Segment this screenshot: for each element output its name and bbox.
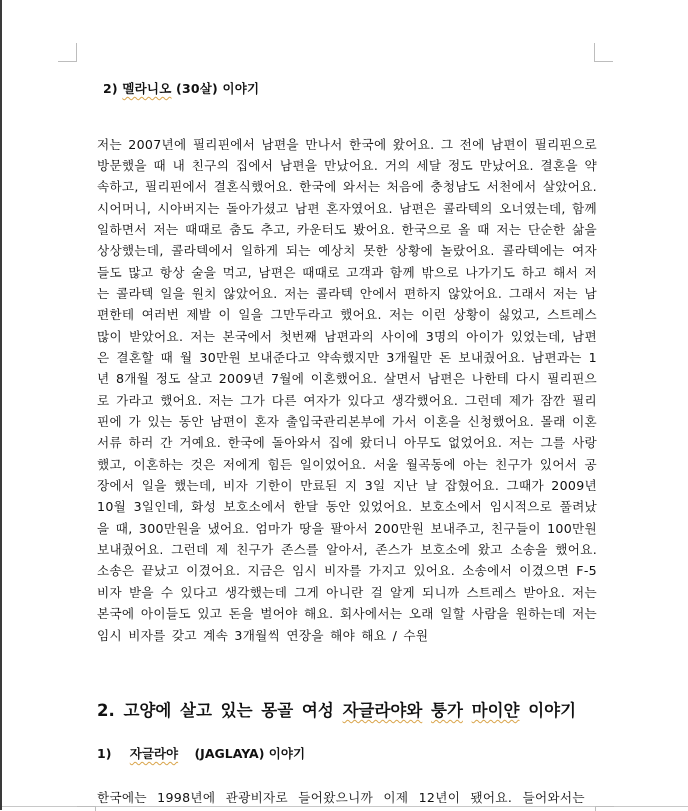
heading-latin-name: (JAGLAYA): [194, 746, 265, 761]
story-paragraph-melanio[interactable]: 저는 2007년에 필리핀에서 남편을 만나서 한국에 왔어요. 그 전에 남편이 필리핀으로 방문했을 때 내 친구의 집에서 남편을 만났어요. 거의 세달 정도 만났어요. 결혼을 약속하고, 필리핀에서 결혼식했어요. 한국에 와서는 처음에 충청남도 서천에서 살았어요. 시어머니, 시아버지는 돌아가셨고 남편 혼자였어요. 남편은 콜라텍의 오너였는데, 함께 일하면서 저는 때때로 춤도 추고, 카운터도 봤어요. 한국으로 올 때 저는 단순한 삶을 상상했는데, 콜라텍에서 일하게 되는 예상치 못한 상황에 놀랐어요. 콜라텍에는 여자들도 많고 항상 술을 먹고, 남편은 때때로 고객과 함께 밖으로 나가기도 하고 해서 저는 콜라텍 일을 원치 않았어요. 저는 콜라텍 안에서 편하지 않았어요. 그래서 저는 남편한테 여러번 제발 이 일을 그만두라고 했어요. 저는 이런 상황이 싫었고, 스트레스 많이 받았어요. 저는 본국에서 첫번째 남편과의 사이에 3명의 아이가 있었는데, 남편은 결혼할 때 월 30만원 보내준다고 약속했지만 3개월만 돈 보내줬어요. 남편과는 1년 8개월 정도 살고 2009년 7월에 이혼했어요. 살면서 남편은 나한테 다시 필리핀으로 가라고 했어요. 저는 그가 다른 여자가 있다고 생각했어요. 그런데 제가 잠깐 필리핀에 가 있는 동안 남편이 혼자 출입국관리본부에 가서 이혼을 신청했어요. 몰래 이혼 서류 하러 간 거예요. 한국에 돌아와서 집에 왔더니 아무도 없었어요. 저는 그를 사랑했고, 이혼하는 것은 저에게 힘든 일이었어요. 서울 월곡동에 아는 친구가 있어서 공장에서 일을 했는데, 비자 기한이 만료된 지 3일 지난 날 잡혔어요. 그때가 2009년 10월 3일인데, 화성 보호소에서 한달 동안 있었어요. 보호소에서 임시적으로 풀려났을 때, 300만원을 냈어요. 엄마가 땅을 팔아서 200만원 보내주고, 친구들이 100만원 보내줬어요. 그런데 제 친구가 존스를 알아서, 존스가 보호소에 왔고 소송을 했어요. 소송은 끝났고 이겼어요. 지금은 임시 비자를 가지고 있어요. 소송에서 이겼으면 F-5 비자 받을 수 있다고 생각했는데 그게 아니란 걸 알게 되니까 스트레스 받아요. 저는 본국에 아이들도 있고 돈을 벌어야 해요. 회사에서는 오래 일할 사람을 원하는데 저는 임시 비자를 갖고 계속 3개월씩 연장을 해야 해요 / 수원: [97, 136, 597, 643]
margin-crop-mark-top-left: [58, 43, 77, 62]
margin-crop-mark-bottom-left: [77, 806, 96, 811]
story-paragraph-jaglaya[interactable]: 한국에는 1998년에 관광비자로 들어왔으니까 이제 12년이 됐어요. 들어와서는: [97, 790, 585, 805]
heading-text: 이야기: [268, 746, 306, 761]
heading-text: 이야기: [528, 701, 577, 720]
subsection-heading-jaglaya: [97, 744, 305, 762]
spellcheck-flagged-word[interactable]: 멜라니오: [122, 81, 172, 96]
spellcheck-flagged-word[interactable]: 마이얀: [471, 701, 520, 720]
heading-number: 1): [97, 746, 112, 761]
spellcheck-flagged-word[interactable]: 자글라야와: [342, 701, 423, 720]
subsection-heading-melanio: [103, 79, 259, 97]
spellcheck-flagged-word[interactable]: 퉁가: [431, 701, 463, 720]
heading-text: 2. 고양에 살고 있는 몽골 여성: [97, 701, 334, 720]
section-heading-mongolian-women: [97, 697, 576, 721]
heading-number: 2): [103, 81, 118, 96]
window-left-border: [0, 0, 2, 810]
spellcheck-flagged-word[interactable]: 자글라야: [129, 746, 179, 761]
heading-text: (30살) 이야기: [176, 81, 260, 96]
margin-crop-mark-top-right: [594, 43, 613, 62]
margin-crop-mark-bottom-right: [595, 806, 614, 811]
